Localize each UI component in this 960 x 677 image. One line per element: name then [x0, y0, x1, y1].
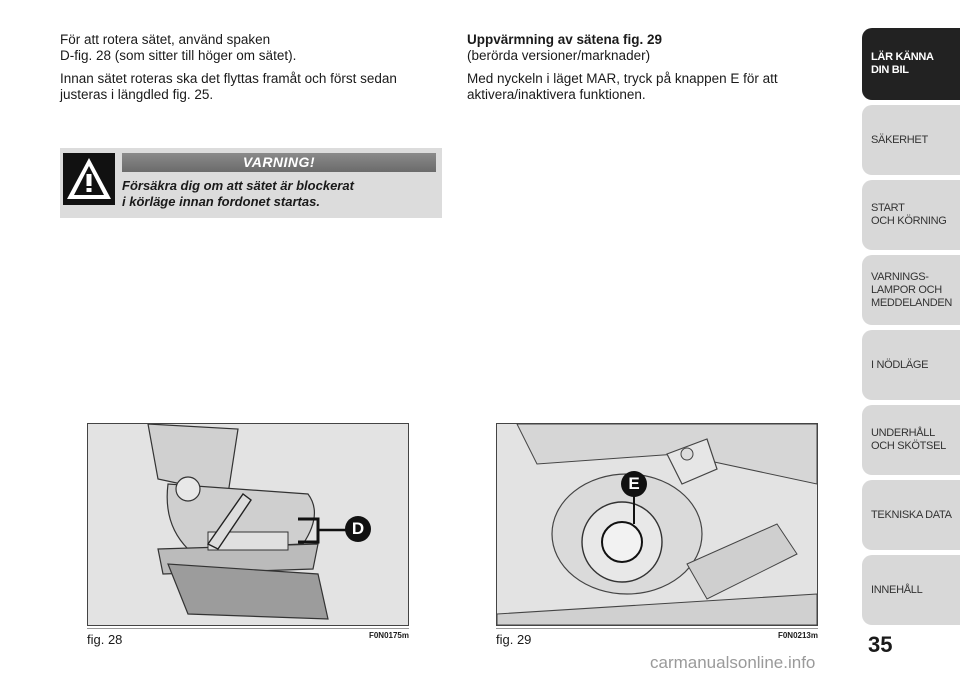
text-line: i körläge innan fordonet startas. [122, 194, 320, 209]
warning-text [122, 178, 432, 210]
right-column [467, 32, 827, 110]
tab-varningslampor[interactable]: VARNINGS- LAMPOR OCH MEDDELANDEN [862, 255, 960, 325]
tab-innehall[interactable]: INNEHÅLL [862, 555, 960, 625]
figure-28-seat-lever [87, 423, 409, 626]
figure-29-heating-button [496, 423, 818, 626]
tab-underhall[interactable]: UNDERHÅLL OCH SKÖTSEL [862, 405, 960, 475]
text-line: Försäkra dig om att sätet är blockerat [122, 178, 354, 193]
tab-lar-kanna-din-bil[interactable]: LÄR KÄNNA DIN BIL [862, 28, 960, 100]
left-column [60, 32, 440, 110]
figure-29-caption [496, 628, 818, 647]
paragraph-rotate-seat [60, 32, 440, 64]
text-line: justeras i längdled fig. 25. [60, 87, 214, 102]
seat-heating-illustration [497, 424, 817, 625]
callout-e: E [621, 471, 647, 497]
figure-code: F0N0213m [777, 631, 818, 640]
figure-label: fig. 28 [87, 632, 123, 647]
tab-tekniska-data[interactable]: TEKNISKA DATA [862, 480, 960, 550]
section-heading: Uppvärmning av sätena fig. 29 [467, 32, 663, 47]
warning-triangle-icon [63, 153, 115, 205]
section-subheading: (berörda versioner/marknader) [467, 48, 651, 63]
callout-d: D [345, 516, 371, 542]
paragraph-before-rotate [60, 71, 440, 103]
text-line: Innan sätet roteras ska det flyttas framåt och först sedan [60, 71, 397, 86]
figure-label: fig. 29 [496, 632, 532, 647]
text-line: aktivera/inaktivera funktionen. [467, 87, 646, 102]
text-line: D-fig. 28 (som sitter till höger om sätet). [60, 48, 297, 63]
text-line: För att rotera sätet, använd spaken [60, 32, 271, 47]
paragraph-seat-heating [467, 71, 827, 103]
warning-box [60, 148, 442, 218]
figure-28-caption [87, 628, 409, 647]
warning-title: VARNING! [122, 153, 436, 172]
page-number: 35 [868, 632, 893, 657]
text-line: Med nyckeln i läget MAR, tryck på knappen E för att [467, 71, 778, 86]
figure-code: F0N0175m [368, 631, 409, 640]
tab-sakerhet[interactable]: SÄKERHET [862, 105, 960, 175]
tab-start-och-korning[interactable]: START OCH KÖRNING [862, 180, 960, 250]
watermark: carmanualsonline.info [650, 653, 816, 672]
tab-i-nodlage[interactable]: I NÖDLÄGE [862, 330, 960, 400]
